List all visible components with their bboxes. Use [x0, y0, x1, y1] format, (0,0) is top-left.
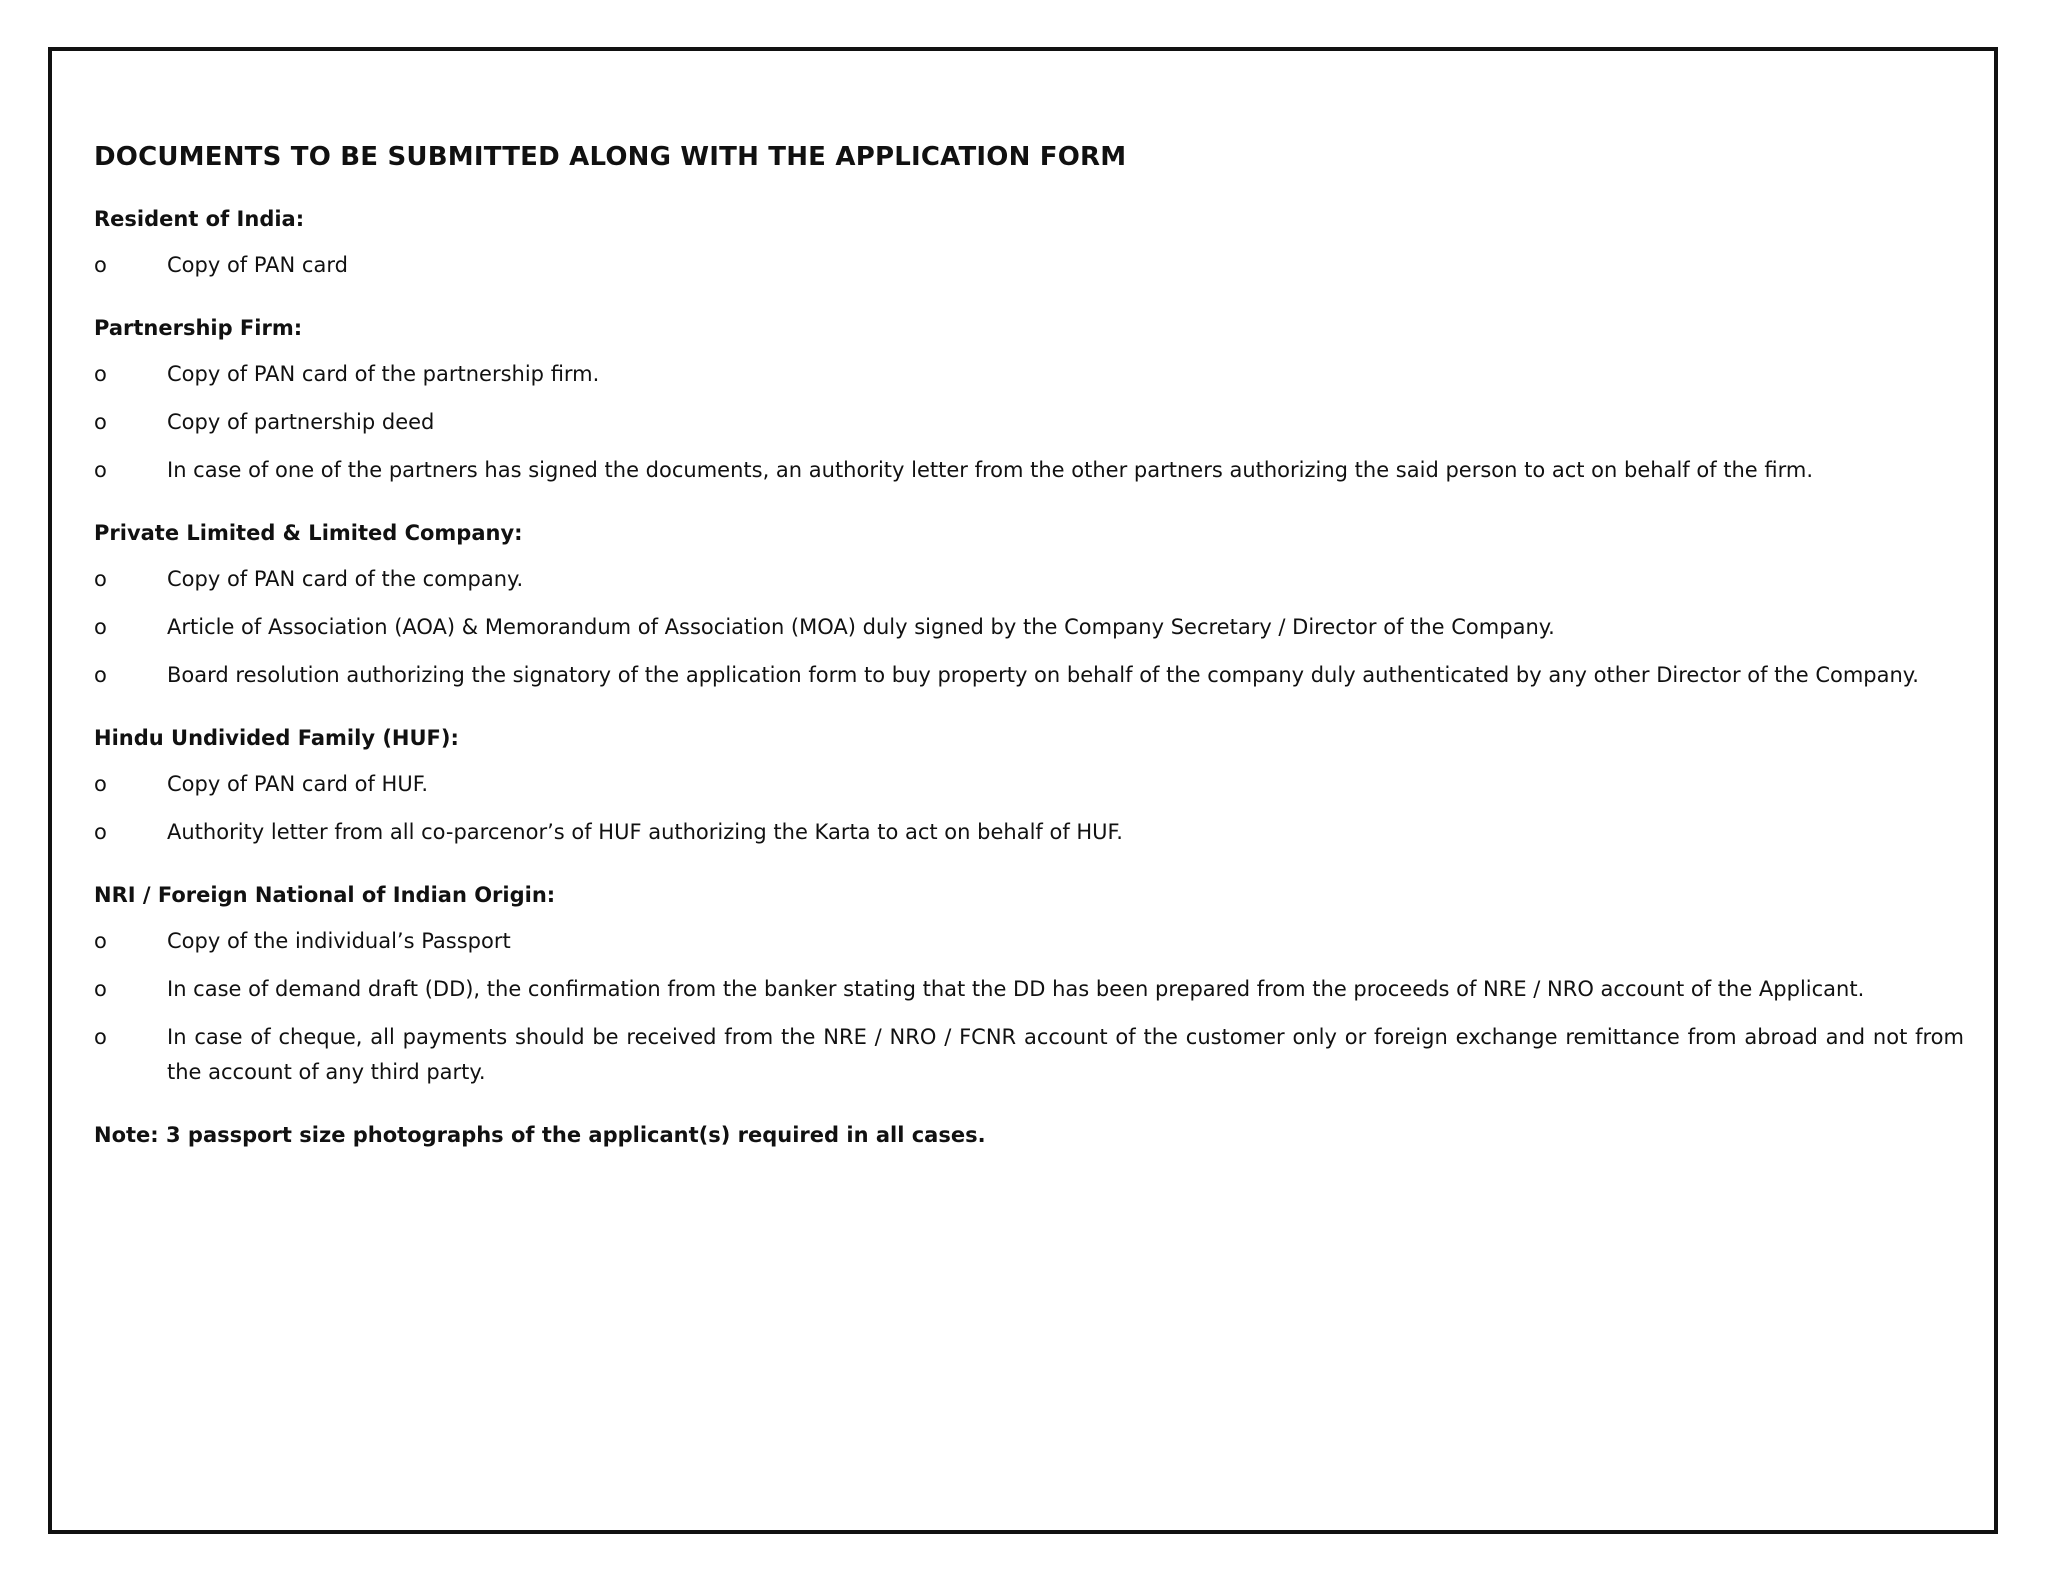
- list-item: [94, 972, 1964, 1007]
- document-section: [94, 204, 1964, 283]
- bullet-marker: o: [94, 663, 107, 687]
- requirements-list: [94, 767, 1964, 850]
- list-item-text: In case of cheque, all payments should be received from the NRE / NRO / FCNR account of the customer only or foreign exchange remittance from abroad and not from the account of any third party.: [167, 1025, 1964, 1084]
- list-item-text: Copy of the individual’s Passport: [167, 929, 511, 953]
- list-item-text: Board resolution authorizing the signatory of the application form to buy property on behalf of the company duly authenticated by any other Director of the Company.: [167, 663, 1919, 687]
- document-section: [94, 880, 1964, 1090]
- list-item-text: Authority letter from all co-parcenor’s of HUF authorizing the Karta to act on behalf of HUF.: [167, 820, 1123, 844]
- bullet-marker: o: [94, 567, 107, 591]
- section-heading: Hindu Undivided Family (HUF):: [94, 726, 459, 750]
- list-item: [94, 248, 1964, 283]
- list-item: [94, 405, 1964, 440]
- list-item: [94, 767, 1964, 802]
- bullet-marker: o: [94, 253, 107, 277]
- list-item-text: Copy of PAN card of HUF.: [167, 772, 429, 796]
- list-item-text: Copy of PAN card of the partnership firm.: [167, 362, 600, 386]
- list-item: [94, 453, 1964, 488]
- bullet-marker: o: [94, 458, 107, 482]
- bullet-marker: o: [94, 820, 107, 844]
- document-section: [94, 313, 1964, 488]
- document-section: [94, 723, 1964, 850]
- list-item-text: Article of Association (AOA) & Memorandum of Association (MOA) duly signed by the Company Secretary / Director of the Company.: [167, 615, 1555, 639]
- list-item: [94, 562, 1964, 597]
- requirements-list: [94, 248, 1964, 283]
- bullet-marker: o: [94, 772, 107, 796]
- list-item: [94, 1020, 1964, 1090]
- document-body: [94, 140, 1964, 1150]
- section-heading: NRI / Foreign National of Indian Origin:: [94, 883, 556, 907]
- section-heading: Resident of India:: [94, 207, 305, 231]
- list-item-text: Copy of partnership deed: [167, 410, 435, 434]
- sections-container: [94, 204, 1964, 1090]
- list-item: [94, 357, 1964, 392]
- list-item: [94, 924, 1964, 959]
- section-heading: Private Limited & Limited Company:: [94, 521, 523, 545]
- list-item-text: Copy of PAN card of the company.: [167, 567, 524, 591]
- bullet-marker: o: [94, 615, 107, 639]
- document-title: DOCUMENTS TO BE SUBMITTED ALONG WITH THE APPLICATION FORM: [94, 142, 1127, 172]
- bullet-marker: o: [94, 929, 107, 953]
- list-item: [94, 658, 1964, 693]
- document-section: [94, 518, 1964, 693]
- section-heading: Partnership Firm:: [94, 316, 303, 340]
- list-item-text: Copy of PAN card: [167, 253, 348, 277]
- list-item: [94, 610, 1964, 645]
- requirements-list: [94, 357, 1964, 488]
- requirements-list: [94, 924, 1964, 1090]
- list-item-text: In case of demand draft (DD), the confirmation from the banker stating that the DD has been prepared from the proceeds of NRE / NRO account of the Applicant.: [167, 977, 1865, 1001]
- bullet-marker: o: [94, 1025, 107, 1049]
- bullet-marker: o: [94, 410, 107, 434]
- bullet-marker: o: [94, 362, 107, 386]
- bullet-marker: o: [94, 977, 107, 1001]
- list-item-text: In case of one of the partners has signed the documents, an authority letter from the other partners authorizing the said person to act on behalf of the firm.: [167, 458, 1814, 482]
- note-text: Note: 3 passport size photographs of the applicant(s) required in all cases.: [94, 1123, 986, 1147]
- list-item: [94, 815, 1964, 850]
- requirements-list: [94, 562, 1964, 693]
